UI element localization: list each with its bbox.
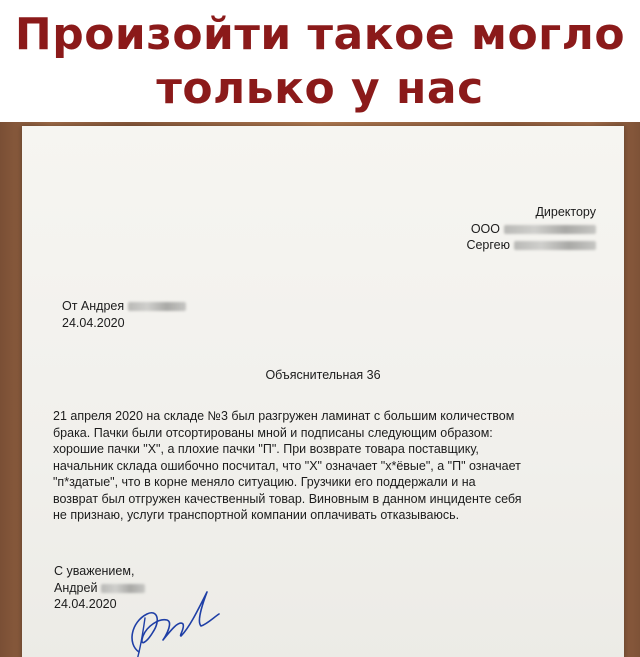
addressee-name: Сергею <box>466 237 596 254</box>
body-line: хорошие пачки "Х", а плохие пачки "П". При возврате товара поставщику, <box>53 442 479 456</box>
body-line: 21 апреля 2020 на складе №3 был разгружен ламинат с большим количеством <box>53 409 515 423</box>
body-line: "п*здатые", что в корне меняло ситуацию. Грузчики его поддержали и на <box>53 475 476 489</box>
body-line: возврат был отгружен качественный товар. Виновным в данном инциденте себя <box>53 491 522 506</box>
sender-date: 24.04.2020 <box>62 315 125 330</box>
document-body <box>53 408 522 524</box>
document-title: Объяснительная 36 <box>265 368 381 382</box>
sender-block <box>62 298 186 331</box>
body-line: не признаю, услуги транспортной компании оплачивать отказываюсь. <box>53 508 460 522</box>
redacted-surname <box>514 241 596 250</box>
sender-name: От Андрея <box>62 298 186 315</box>
body-line: брака. Пачки были отсортированы мной и подписаны следующим образом: <box>53 425 493 440</box>
addressee-block <box>466 204 596 254</box>
redacted-sender-surname <box>128 302 186 311</box>
closing-greeting: С уважением, <box>54 564 135 578</box>
closing-date: 24.04.2020 <box>54 597 117 611</box>
meme-header <box>0 0 640 122</box>
body-line: начальник склада ошибочно посчитал, что "Х" означает "х*ёвые", а "П" означает <box>53 458 521 473</box>
paper-sheet <box>22 126 624 657</box>
addressee-company: ООО <box>466 221 596 238</box>
signature-icon <box>117 574 227 657</box>
closing-name: Андрей <box>54 580 145 597</box>
header-line-1: Произойти такое могло <box>14 9 626 60</box>
addressee-position: Директору <box>535 205 596 219</box>
document-photo <box>0 122 640 657</box>
redacted-company <box>504 225 596 234</box>
header-line-2: только у нас <box>156 63 484 114</box>
